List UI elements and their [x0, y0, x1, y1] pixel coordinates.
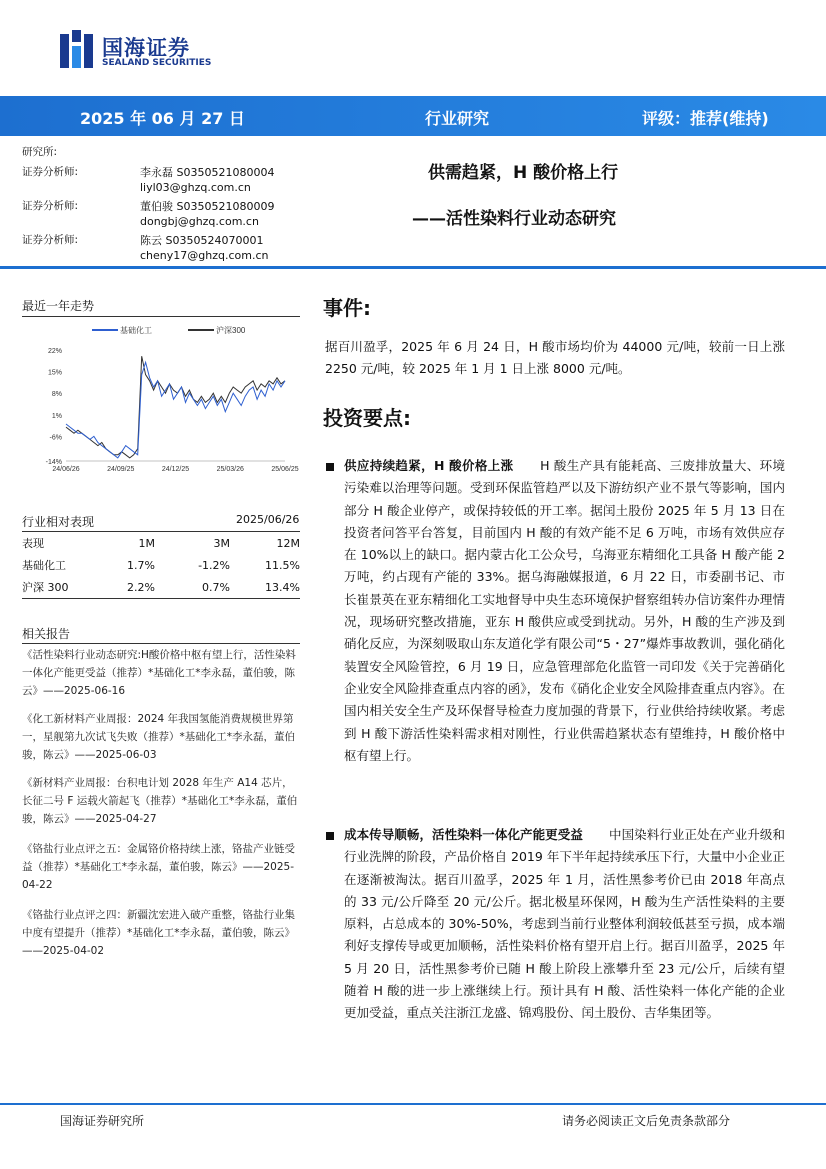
y-tick-label: -14% [45, 459, 62, 466]
event-heading: 事件: [323, 296, 371, 320]
footer-institute: 国海证券研究所 [60, 1114, 145, 1128]
header-divider [0, 266, 826, 269]
x-tick-label: 24/09/25 [107, 466, 135, 473]
event-text: 据百川盈孚，2025 年 6 月 24 日，H 酸市场均价为 44000 元/吨，较前一日上涨 2250 元/吨，较 2025 年 1 月 1 日上涨 8000 元/吨。 [325, 339, 785, 377]
company-logo [58, 30, 228, 70]
related-report[interactable]: 《活性染料行业动态研究:H酸价格中枢有望上行，活性染料一体化产能更受益（推荐）*基础化工*李永磊，董伯骏，陈云》——2025-06-16 [22, 649, 296, 697]
analyst-email[interactable]: cheny17@ghzq.com.cn [140, 249, 269, 262]
point-paragraph [344, 824, 785, 1025]
institute-label: 研究所: [22, 146, 58, 158]
table-cell: -1.2% [198, 558, 230, 572]
trend-chart [40, 318, 299, 483]
table-cell: 1.7% [127, 558, 155, 572]
performance-date: 2025/06/26 [236, 513, 300, 526]
report-category: 行业研究 [425, 109, 490, 128]
related-report[interactable]: 《铬盐行业点评之五：金属铬价格持续上涨，铬盐产业链受益（推荐）*基础化工*李永磊，董伯骏，陈云》——2025-04-22 [22, 843, 295, 891]
report-rating: 评级：推荐(维持) [642, 109, 769, 128]
reports-divider [22, 643, 300, 644]
trend-heading: 最近一年走势 [22, 299, 95, 313]
performance-heading: 行业相对表现 [22, 515, 95, 529]
analyst-email[interactable]: liyl03@ghzq.com.cn [140, 181, 251, 194]
analyst-label: 证券分析师: [22, 166, 79, 178]
reports-heading: 相关报告 [22, 627, 71, 641]
analyst-name-id: 李永磊 S0350521080004 [140, 166, 275, 179]
table-cell: 3M [213, 536, 230, 550]
performance-table [22, 532, 300, 599]
report-subtitle: ——活性染料行业动态研究 [412, 209, 616, 229]
y-tick-label: 8% [51, 391, 62, 399]
report-title: 供需趋紧，H 酸价格上行 [428, 163, 619, 183]
logo-text-cn: 国海证券 [102, 36, 190, 60]
point-heading: 供应持续趋紧，H 酸价格上涨 [344, 458, 514, 473]
table-cell: 12M [276, 536, 300, 550]
table-row [22, 576, 300, 599]
chart-legend [92, 325, 246, 335]
point-paragraph [344, 455, 785, 767]
related-report[interactable]: 《新材料产业周报：台积电计划 2028 年生产 A14 芯片，长征二号 F 运载火箭起飞（推荐）*基础化工*李永磊，董伯骏，陈云》——2025-04-27 [22, 777, 298, 825]
related-report[interactable]: 《化工新材料产业周报：2024 年我国氢能消费规模世界第一，星舰第九次试飞失败（推荐）*基础化工*李永磊，董伯骏，陈云》——2025-06-03 [22, 713, 295, 761]
y-tick-label: -6% [49, 434, 62, 442]
bullet-icon [326, 832, 334, 840]
x-tick-label: 24/12/25 [161, 466, 190, 473]
table-cell: 0.7% [202, 580, 230, 594]
report-date: 2025 年 06 月 27 日 [80, 109, 245, 128]
analyst-label: 证券分析师: [22, 234, 79, 246]
table-cell: 13.4% [265, 580, 300, 594]
logo-text-en: SEALAND SECURITIES [102, 58, 212, 68]
header-banner [0, 96, 826, 136]
point-text: H 酸生产具有能耗高、三废排放量大、环境污染难以治理等问题。受到环保监管趋严以及下游纺织产业不景气等影响，国内部分 H 酸企业停产，或保持较低的开工率。据闰土股份 2025 年 5 月 13 日在投资者问答平台答复，目前国内 H 酸的有效产能不足 6 万吨，市场有效供应存在 10%以上的缺口。据内蒙古化工公众号，乌海亚东精细化工具备 H 酸产能 2 万吨，约占现有产能的 33%。据乌海融媒报道，6 月 22 日，市委副书记、市长崔景英在亚东精细化工实地督导中央生态环境保护督察组转办信访案件办理情况，现场研究整改措施，亚东 H 酸供应或受到扰动。另外，H 酸的生产涉及到硝化反应，为深刻吸取山东友道化学有限公司“5・27”爆炸事故教训，强化硝化装置安全风险管控，6 月 19 日，应急管理部危化监管一司印发《关于完善硝化企业安全风险排查重点内容的函》，发布《硝化企业安全风险排查重点内容》。在国内相关安全生产及环保督导检查力度加强的背景下，行业供给持续收紧。考虑到 H 酸下游活性染料需求相对刚性，行业供需趋紧状态有望维持，H 酸价格中枢有望上行。 [344, 458, 785, 763]
table-header-row [22, 532, 300, 554]
table-row [22, 554, 300, 576]
x-tick-label: 24/06/26 [52, 466, 80, 473]
x-tick-label: 25/06/25 [271, 466, 299, 473]
y-tick-label: 22% [47, 348, 62, 355]
logo-mark-icon [58, 30, 96, 70]
bullet-icon [326, 463, 334, 471]
points-heading: 投资要点: [323, 406, 411, 430]
point-heading: 成本传导顺畅，活性染料一体化产能更受益 [344, 827, 583, 842]
point-text: 中国染料行业正处在产业升级和行业洗牌的阶段，产品价格自 2019 年下半年起持续承压下行，大量中小企业正在逐渐被淘汰。据百川盈孚，2025 年 1 月，活性黑参考价已由 2018 年高点的 33 元/公斤降至 20 元/公斤。据北极星环保网，H 酸为生产活性染料的主要原料，占总成本的 30%-50%，考虑到当前行业整体利润较低甚至亏损，成本端利好支撑传导或更加顺畅，活性染料价格有望开启上行。据百川盈孚，2025 年 5 月 20 日，活性黑参考价已随 H 酸上阶段上涨攀升至 23 元/公斤，后续有望随着 H 酸的进一步上涨继续上行。预计具有 H 酸、活性染料一体化产能的企业更加受益，重点关注浙江龙盛、锦鸡股份、闰土股份、吉华集团等。 [344, 827, 785, 1021]
y-tick-label: 15% [47, 369, 62, 377]
footer-divider [0, 1103, 826, 1105]
related-report[interactable]: 《铬盐行业点评之四：新疆沈宏进入破产重整，铬盐行业集中度有望提升（推荐）*基础化工*李永磊，董伯骏，陈云》——2025-04-02 [22, 909, 295, 957]
analyst-label: 证券分析师: [22, 200, 79, 212]
x-tick-label: 25/03/26 [216, 466, 244, 473]
legend-label: 基础化工 [120, 326, 152, 335]
analyst-email[interactable]: dongbj@ghzq.com.cn [140, 215, 259, 228]
table-cell: 2.2% [127, 580, 155, 594]
analyst-name-id: 董伯骏 S0350521080009 [140, 200, 275, 213]
trend-divider [22, 316, 300, 317]
table-cell: 基础化工 [22, 559, 66, 572]
table-cell: 沪深 300 [22, 581, 69, 594]
legend-label: 沪深300 [216, 326, 246, 335]
y-tick-label: 1% [51, 412, 62, 420]
table-cell: 表现 [22, 537, 44, 550]
series-line [66, 362, 285, 458]
table-cell: 1M [138, 536, 155, 550]
table-cell: 11.5% [265, 558, 300, 572]
analyst-name-id: 陈云 S0350524070001 [140, 234, 264, 247]
footer-disclaimer: 请务必阅读正文后免责条款部分 [562, 1114, 731, 1128]
